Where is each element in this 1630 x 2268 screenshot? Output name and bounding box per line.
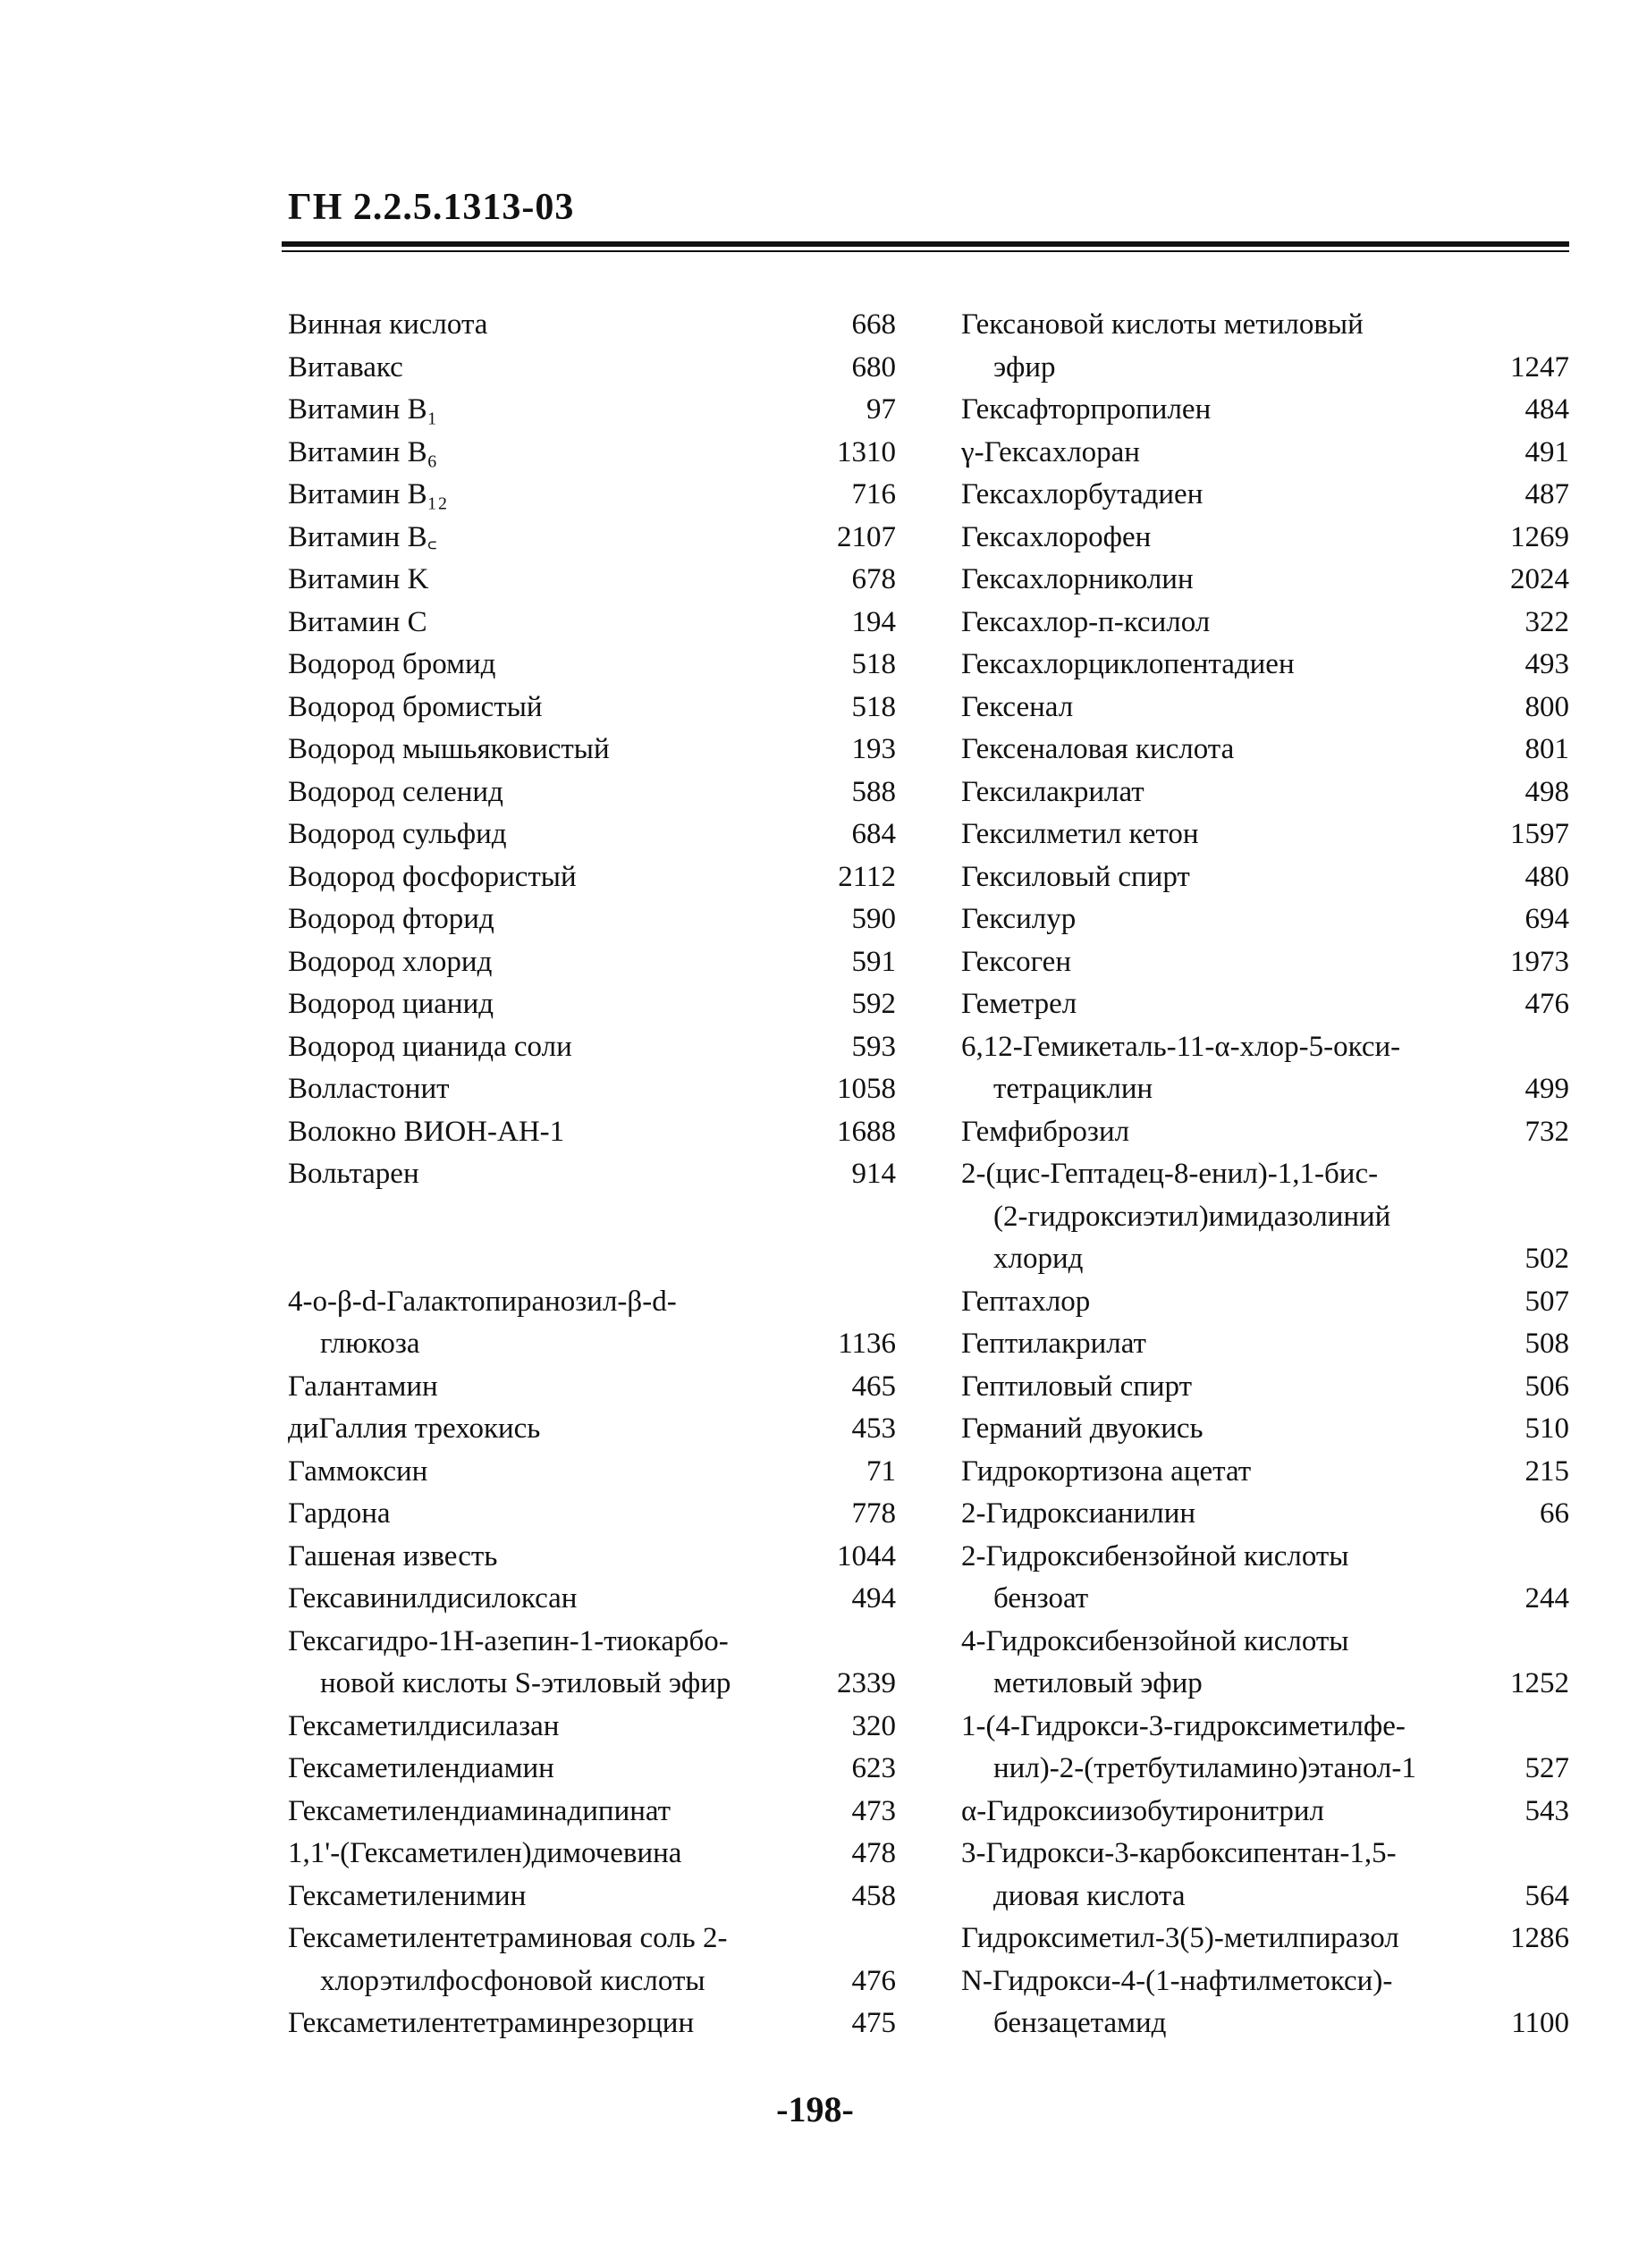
index-entry-term-line: Гексафторпропилен xyxy=(961,393,1212,426)
index-entry-page-ref: 478 xyxy=(851,1837,896,1869)
index-entry xyxy=(288,1493,896,1536)
index-entry-page-ref: 493 xyxy=(1524,648,1569,680)
index-entry xyxy=(288,687,896,729)
index-entry-page-ref: 1100 xyxy=(1511,2007,1569,2039)
index-entry-term xyxy=(961,1451,1498,1494)
index-entry-term-line: γ-Гексахлоран xyxy=(961,435,1140,468)
index-entry-term xyxy=(961,1833,1498,1918)
index-entry-page-ref: 588 xyxy=(851,775,896,808)
index-entry-term xyxy=(288,432,824,475)
index-entry-term-line: Водород бромистый xyxy=(288,690,543,723)
index-entry xyxy=(961,474,1569,517)
index-entry-page-ref: 684 xyxy=(851,818,896,850)
index-entry-page-ref: 716 xyxy=(851,478,896,510)
index-column-left xyxy=(288,304,896,2045)
index-entry xyxy=(288,1833,896,1876)
index-entry-term xyxy=(961,517,1498,560)
page-number: -198- xyxy=(776,2089,854,2129)
index-entry-term-line: Гексахлорофен xyxy=(961,520,1152,553)
index-entry-term-line: Гашеная известь xyxy=(288,1539,498,1572)
index-entry-term xyxy=(288,687,824,729)
index-entry-term xyxy=(288,304,824,347)
index-entry-term-line: 3-Гидрокси-3-карбоксипентан-1,5- xyxy=(961,1837,1397,1869)
index-entry-term-line: Вольтарен xyxy=(288,1158,419,1190)
index-entry-term-line: N-Гидрокси-4-(1-нафтилметокси)- xyxy=(961,1964,1393,1997)
index-entry-term-line: Гексаметилендиамин xyxy=(288,1752,554,1784)
index-entry-term xyxy=(961,898,1498,941)
index-entry xyxy=(288,1451,896,1494)
index-entry-term xyxy=(288,898,824,941)
index-entry-page-ref: 487 xyxy=(1524,478,1569,510)
index-entry-page-ref: 680 xyxy=(851,350,896,384)
index-entry-page-ref: 668 xyxy=(851,308,896,341)
index-entry xyxy=(961,1833,1569,1918)
index-entry-term xyxy=(288,1621,824,1706)
index-entry xyxy=(961,1451,1569,1494)
index-entry xyxy=(961,1536,1569,1621)
index-entry-page-ref: 732 xyxy=(1524,1115,1569,1148)
index-entry xyxy=(288,517,896,560)
index-entry-term-line: Водород цианид xyxy=(288,988,494,1020)
index-entry-page-ref: 678 xyxy=(851,563,896,595)
index-entry xyxy=(288,814,896,856)
index-entry-term-line: тетрациклин xyxy=(993,1073,1153,1105)
index-entry-page-ref: 476 xyxy=(851,1964,896,1997)
index-entry xyxy=(288,432,896,475)
index-entry-term-line: Гексоген xyxy=(961,945,1071,978)
index-entry-term-line: нил)-2-(третбутиламино)этанол-1 xyxy=(993,1752,1416,1784)
index-entry-term xyxy=(961,1536,1498,1621)
index-entry-term-line: бензоат xyxy=(993,1582,1089,1615)
index-entry-term xyxy=(961,856,1498,899)
index-entry xyxy=(961,771,1569,814)
index-entry xyxy=(288,1366,896,1409)
index-entry-page-ref: 1310 xyxy=(837,435,896,468)
index-entry-page-ref: 1597 xyxy=(1510,818,1569,850)
index-entry-term-line: Винная кислота xyxy=(288,308,488,341)
index-entry-term xyxy=(288,602,824,645)
index-entry-term xyxy=(961,983,1498,1026)
index-entry xyxy=(288,1068,896,1111)
index-entry-page-ref: 194 xyxy=(851,605,896,638)
index-entry-page-ref: 1688 xyxy=(837,1115,896,1148)
index-entry-page-ref: 2339 xyxy=(837,1667,896,1699)
index-entry-term xyxy=(961,389,1498,432)
index-entry-page-ref: 800 xyxy=(1524,690,1569,723)
index-entry xyxy=(961,602,1569,645)
index-entry-term-line: Водород фосфористый xyxy=(288,860,577,893)
index-entry-term xyxy=(288,1493,824,1536)
index-entry-term xyxy=(961,1111,1498,1154)
index-entry-term xyxy=(961,729,1498,771)
index-entry-term xyxy=(288,347,824,390)
index-entry-page-ref: 590 xyxy=(851,903,896,935)
index-entry-term-line: Гексановой кислоты метиловый xyxy=(961,308,1364,341)
index-entry-term-line: Водород бромид xyxy=(288,648,496,680)
index-entry-term-line: Гексилметил кетон xyxy=(961,818,1199,850)
index-entry-term-line: Гексавинилдисилоксан xyxy=(288,1582,578,1615)
index-entry-term xyxy=(288,1451,824,1494)
index-entry xyxy=(961,1026,1569,1111)
index-group-v xyxy=(288,304,896,1196)
index-column-right xyxy=(961,304,1569,2045)
index-entry xyxy=(288,1621,896,1706)
index-entry-page-ref: 71 xyxy=(866,1454,896,1488)
index-entry-term xyxy=(961,1281,1498,1324)
index-entry xyxy=(961,983,1569,1026)
index-entry-page-ref: 543 xyxy=(1524,1794,1569,1827)
index-entry-page-ref: 508 xyxy=(1524,1328,1569,1360)
index-entry-term-line: Гексеналовая кислота xyxy=(961,733,1235,765)
index-entry xyxy=(288,983,896,1026)
index-entry-page-ref: 502 xyxy=(1524,1243,1569,1275)
index-entry-term-line: Гексаметиленимин xyxy=(288,1879,527,1912)
index-entry-page-ref: 507 xyxy=(1524,1285,1569,1318)
index-entry-page-ref: 510 xyxy=(1524,1412,1569,1445)
index-entry-term-line: Гексахлор-п-ксилол xyxy=(961,605,1211,638)
index-entry xyxy=(961,1621,1569,1706)
index-entry-term-line: Гексахлорниколин xyxy=(961,563,1194,595)
index-entry xyxy=(961,687,1569,729)
index-entry-term-line: Гексаметилентетраминрезорцин xyxy=(288,2007,695,2039)
index-entry xyxy=(288,1791,896,1834)
index-entry-term xyxy=(961,1323,1498,1366)
index-entry xyxy=(288,602,896,645)
index-entry-term xyxy=(961,814,1498,856)
index-entry-page-ref: 1973 xyxy=(1510,945,1569,978)
index-entry-term-line: Галантамин xyxy=(288,1370,438,1403)
index-entry-page-ref: 506 xyxy=(1524,1370,1569,1403)
index-entry xyxy=(961,1408,1569,1451)
index-entry-term xyxy=(288,644,824,687)
index-entry-term-line: Водород цианида соли xyxy=(288,1030,572,1063)
index-entry-term-line: Витамин C xyxy=(288,605,427,638)
index-entry-term-line: α-Гидроксиизобутиронитрил xyxy=(961,1794,1324,1827)
index-entry-page-ref: 215 xyxy=(1524,1454,1569,1488)
index-entry-term-line: 6,12-Гемикеталь-11-α-хлор-5-окси- xyxy=(961,1030,1401,1063)
index-entry-term xyxy=(288,983,824,1026)
index-entry-term xyxy=(288,1026,824,1069)
index-entry-page-ref: 1269 xyxy=(1510,520,1569,553)
index-entry-page-ref: 564 xyxy=(1524,1879,1569,1912)
index-entry xyxy=(961,517,1569,560)
index-entry-term xyxy=(288,1111,824,1154)
index-entry-page-ref: 1247 xyxy=(1510,350,1569,384)
index-entry xyxy=(288,474,896,517)
index-entry xyxy=(288,1111,896,1154)
index-entry-term-line: Гексаметилендиаминадипинат xyxy=(288,1794,671,1827)
index-entry-term-line: Гемфиброзил xyxy=(961,1115,1130,1148)
index-entry xyxy=(288,1578,896,1621)
index-entry-term-line: Гептиловый спирт xyxy=(961,1370,1193,1403)
index-entry xyxy=(961,1281,1569,1324)
index-entry-page-ref: 1286 xyxy=(1510,1922,1569,1954)
index-entry-page-ref: 322 xyxy=(1524,605,1569,638)
index-entry-term-line: Гексилакрилат xyxy=(961,775,1144,808)
index-entry xyxy=(288,389,896,432)
index-entry-term-line: диовая кислота xyxy=(993,1879,1186,1912)
index-entry xyxy=(288,941,896,984)
index-entry xyxy=(961,432,1569,475)
index-entry-term-line: Витавакс xyxy=(288,350,403,384)
index-entry-term xyxy=(961,1960,1498,2045)
index-entry-term-line: (2-гидроксиэтил)имидазолиний xyxy=(993,1200,1391,1233)
index-entry-term xyxy=(961,1621,1498,1706)
index-entry-term-line: Гексагидро-1Н-азепин-1-тиокарбо- xyxy=(288,1624,729,1657)
index-entry-term-line: Витамин B₆ xyxy=(288,435,438,468)
index-entry xyxy=(961,941,1569,984)
index-entry xyxy=(961,1960,1569,2045)
index-entry-term xyxy=(288,1366,824,1409)
index-entry-term-line: Гексахлорциклопентадиен xyxy=(961,648,1295,680)
index-entry xyxy=(288,1748,896,1791)
index-entry-page-ref: 480 xyxy=(1524,860,1569,893)
index-entry-term xyxy=(288,856,824,899)
index-entry-term-line: 2-Гидроксибензойной кислоты xyxy=(961,1539,1349,1572)
index-entry-page-ref: 458 xyxy=(851,1879,896,1912)
index-entry-term-line: Гексилур xyxy=(961,903,1077,935)
index-entry xyxy=(288,1876,896,1918)
index-entry xyxy=(961,644,1569,687)
index-entry-term-line: Гексиловый спирт xyxy=(961,860,1190,893)
index-entry-page-ref: 801 xyxy=(1524,733,1569,765)
index-entry-page-ref: 914 xyxy=(851,1158,896,1190)
index-entry-term-line: 4-о-β-d-Галактопиранозил-β-d- xyxy=(288,1285,677,1318)
index-entry-page-ref: 494 xyxy=(851,1582,896,1615)
index-entry-term-line: Водород мышьяковистый xyxy=(288,733,610,765)
index-entry-term-line: бензацетамид xyxy=(993,2007,1167,2039)
group-gap xyxy=(288,1196,896,1281)
index-entry-page-ref: 2107 xyxy=(837,520,896,553)
index-entry-page-ref: 453 xyxy=(851,1412,896,1445)
index-entry-term xyxy=(288,814,824,856)
index-entry-page-ref: 465 xyxy=(851,1370,896,1403)
index-entry-term-line: 2-Гидроксианилин xyxy=(961,1497,1196,1530)
index-entry-page-ref: 484 xyxy=(1524,393,1569,426)
index-entry xyxy=(288,1153,896,1196)
index-entry-term xyxy=(961,474,1498,517)
index-entry xyxy=(288,1706,896,1749)
index-entry xyxy=(288,1281,896,1366)
index-entry-term xyxy=(288,517,824,560)
index-group-g xyxy=(288,1281,896,2045)
index-entry xyxy=(961,1111,1569,1154)
index-entry-term xyxy=(961,1918,1498,1960)
index-entry xyxy=(288,559,896,602)
index-entry xyxy=(961,856,1569,899)
index-entry-term-line: 1-(4-Гидрокси-3-гидроксиметилфе- xyxy=(961,1709,1406,1742)
index-entry xyxy=(288,771,896,814)
index-entry-term-line: Геметрел xyxy=(961,988,1077,1020)
index-entry-term xyxy=(288,1706,824,1749)
index-entry xyxy=(961,559,1569,602)
index-entry-term-line: Германий двуокись xyxy=(961,1412,1203,1445)
index-entry-term xyxy=(961,1791,1498,1834)
index-entry-term-line: 4-Гидроксибензойной кислоты xyxy=(961,1624,1349,1657)
index-entry-term-line: хлорид xyxy=(993,1243,1084,1275)
index-entry xyxy=(288,729,896,771)
index-entry-term xyxy=(961,1366,1498,1409)
index-entry-term-line: 2-(цис-Гептадец-8-енил)-1,1-бис- xyxy=(961,1158,1379,1190)
index-entry-term-line: Волокно ВИОН-АН-1 xyxy=(288,1115,565,1148)
index-entry-term xyxy=(288,474,824,517)
index-entry-page-ref: 1252 xyxy=(1510,1667,1569,1699)
index-entry-page-ref: 591 xyxy=(851,945,896,978)
index-entry xyxy=(961,1366,1569,1409)
index-entry-page-ref: 2112 xyxy=(838,860,896,893)
index-entry xyxy=(961,814,1569,856)
index-entry xyxy=(288,304,896,347)
index-entry-term xyxy=(961,1026,1498,1111)
document-code-header: ГН 2.2.5.1313-03 xyxy=(288,187,575,228)
index-entry-term-line: Водород хлорид xyxy=(288,945,493,978)
index-entry-term xyxy=(288,1578,824,1621)
index-entry-term-line: диГаллия трехокись xyxy=(288,1412,541,1445)
index-entry-term xyxy=(961,432,1498,475)
index-entry-term-line: новой кислоты S-этиловый эфир xyxy=(320,1667,731,1699)
index-entry xyxy=(288,1918,896,2002)
index-entry-term-line: Гексаметилдисилазан xyxy=(288,1709,560,1742)
index-entry-term-line: Витамин B꜀ xyxy=(288,520,438,553)
header-rule-thick xyxy=(282,241,1569,247)
index-entry-term xyxy=(961,1408,1498,1451)
index-entry xyxy=(288,347,896,390)
index-entry-term xyxy=(961,602,1498,645)
index-entry xyxy=(288,2002,896,2045)
index-entry-term xyxy=(961,559,1498,602)
index-entry-page-ref: 1058 xyxy=(837,1073,896,1105)
index-entry-page-ref: 518 xyxy=(851,648,896,680)
index-entry xyxy=(961,1791,1569,1834)
index-entry-term xyxy=(288,1748,824,1791)
index-entry-term-line: Гардона xyxy=(288,1497,391,1530)
index-entry xyxy=(961,1153,1569,1281)
index-entry-term-line: Витамин K xyxy=(288,563,429,595)
index-entry-page-ref: 320 xyxy=(851,1709,896,1742)
index-entry-term-line: глюкоза xyxy=(320,1328,420,1360)
index-entry-term-line: Гептахлор xyxy=(961,1285,1091,1318)
index-entry-page-ref: 476 xyxy=(1524,988,1569,1020)
index-entry xyxy=(961,389,1569,432)
index-entry xyxy=(288,856,896,899)
index-entry-page-ref: 193 xyxy=(851,733,896,765)
index-entry xyxy=(961,1493,1569,1536)
index-entry-page-ref: 473 xyxy=(851,1794,896,1827)
index-entry-term-line: 1,1'-(Гексаметилен)димочевина xyxy=(288,1837,682,1869)
index-entry-term xyxy=(288,1153,824,1196)
index-entry-term xyxy=(288,1876,824,1918)
index-entry-page-ref: 623 xyxy=(851,1752,896,1784)
index-entry-term xyxy=(961,941,1498,984)
index-entry xyxy=(961,1706,1569,1791)
index-entry-page-ref: 1044 xyxy=(837,1539,896,1572)
index-entry-term xyxy=(288,1408,824,1451)
index-entry-term-line: хлорэтилфосфоновой кислоты xyxy=(320,1964,705,1997)
index-entry-term-line: Волластонит xyxy=(288,1073,450,1105)
index-entry-page-ref: 592 xyxy=(851,988,896,1020)
index-entry-term-line: Гептилакрилат xyxy=(961,1328,1146,1360)
index-entry xyxy=(961,1323,1569,1366)
index-entry-term xyxy=(288,1281,824,1366)
index-entry-term xyxy=(961,1493,1498,1536)
index-entry-term-line: Гидрокортизона ацетат xyxy=(961,1454,1252,1488)
index-entry-page-ref: 1136 xyxy=(838,1328,896,1360)
index-entry-term-line: Гексахлорбутадиен xyxy=(961,478,1203,510)
index-entry-term-line: эфир xyxy=(993,350,1056,384)
index-entry-term xyxy=(288,389,824,432)
index-entry-term-line: Гексаметилентетраминовая соль 2- xyxy=(288,1922,728,1954)
index-entry xyxy=(288,1408,896,1451)
index-entry-term-line: Витамин B₁ xyxy=(288,393,438,426)
index-entry-page-ref: 2024 xyxy=(1510,563,1569,595)
index-entry-term-line: Водород фторид xyxy=(288,903,494,935)
index-entry-term xyxy=(288,771,824,814)
index-entry-term-line: Водород селенид xyxy=(288,775,503,808)
index-entry-term xyxy=(288,1918,824,2002)
index-entry xyxy=(961,304,1569,389)
index-entry-term-line: Гексенал xyxy=(961,690,1074,723)
index-entry-term xyxy=(961,687,1498,729)
index-entry-page-ref: 97 xyxy=(866,393,896,426)
index-entry-term xyxy=(288,559,824,602)
index-entry-term xyxy=(961,644,1498,687)
index-entry-term xyxy=(961,1706,1498,1791)
index-entry xyxy=(288,1536,896,1579)
index-entry-term xyxy=(288,1833,824,1876)
index-entry-term-line: Витамин B₁₂ xyxy=(288,478,448,510)
index-entry-term xyxy=(288,729,824,771)
index-entry-page-ref: 66 xyxy=(1540,1497,1569,1530)
index-entry-term xyxy=(288,941,824,984)
index-entry-page-ref: 778 xyxy=(851,1497,896,1530)
index-entry-page-ref: 244 xyxy=(1524,1582,1569,1615)
index-entry xyxy=(961,898,1569,941)
index-entry-term-line: Водород сульфид xyxy=(288,818,507,850)
index-entry-page-ref: 593 xyxy=(851,1030,896,1063)
index-entry-term-line: Гаммоксин xyxy=(288,1454,428,1488)
header-rule-thin xyxy=(282,250,1569,252)
index-entry-term xyxy=(961,304,1498,389)
index-entry-page-ref: 518 xyxy=(851,690,896,723)
index-entry xyxy=(288,1026,896,1069)
index-entry-page-ref: 491 xyxy=(1524,435,1569,468)
index-entry-term xyxy=(288,2002,824,2045)
index-entry xyxy=(288,644,896,687)
index-entry-term-line: метиловый эфир xyxy=(993,1667,1203,1699)
index-entry-page-ref: 527 xyxy=(1524,1752,1569,1784)
index-entry-term xyxy=(288,1536,824,1579)
index-entry-page-ref: 694 xyxy=(1524,903,1569,935)
index-entry-page-ref: 498 xyxy=(1524,775,1569,808)
index-entry-page-ref: 499 xyxy=(1524,1073,1569,1105)
index-entry-term-line: Гидроксиметил-3(5)-метилпиразол xyxy=(961,1922,1399,1954)
index-entry-term xyxy=(288,1068,824,1111)
index-entry-term xyxy=(288,1791,824,1834)
index-entry-page-ref: 475 xyxy=(851,2007,896,2039)
index-entry-term xyxy=(961,771,1498,814)
index-entry xyxy=(288,898,896,941)
index-entry xyxy=(961,1918,1569,1960)
index-entry-term xyxy=(961,1153,1498,1281)
index-entry xyxy=(961,729,1569,771)
